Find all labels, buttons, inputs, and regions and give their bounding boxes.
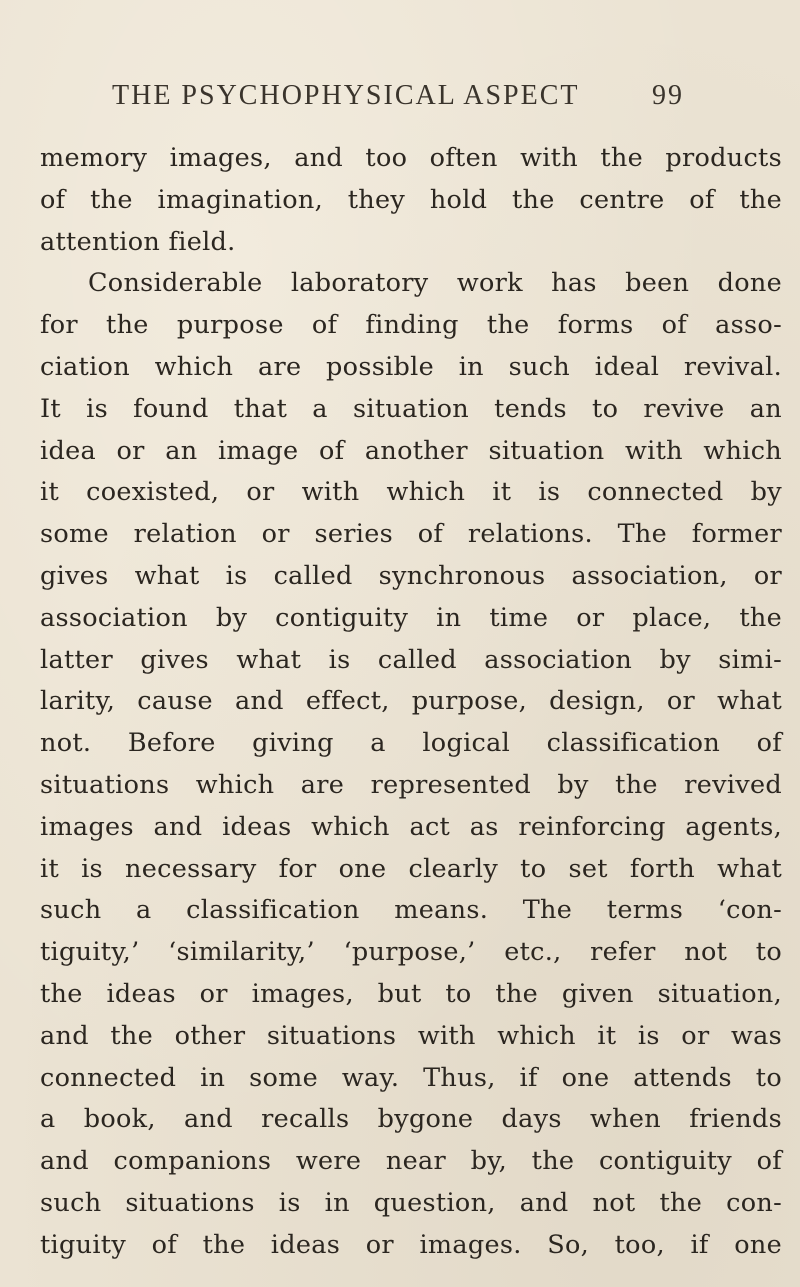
text-line: not. Before giving a logical classification of — [40, 728, 782, 759]
text-line: for the purpose of finding the forms of asso- — [40, 310, 782, 341]
text-line: ciation which are possible in such ideal revival. — [40, 351, 782, 382]
text-line: tiguity,’ ‘similarity,’ ‘purpose,’ etc., refer not to — [40, 937, 782, 968]
text-line: Considerable laboratory work has been done — [88, 268, 782, 299]
text-line: of the imagination, they hold the centre of the — [40, 184, 782, 215]
text-line: connected in some way. Thus, if one attends to — [40, 1062, 782, 1093]
text-line: the ideas or images, but to the given situation, — [40, 978, 782, 1009]
text-line: larity, cause and effect, purpose, design, or what — [40, 686, 782, 717]
body-text — [40, 138, 782, 1267]
page-number: 99 — [652, 80, 684, 111]
text-line: association by contiguity in time or place, the — [40, 602, 782, 633]
text-line: a book, and recalls bygone days when friends — [40, 1104, 782, 1135]
text-line: attention field. — [40, 226, 236, 257]
text-line: it is necessary for one clearly to set forth what — [40, 853, 782, 884]
text-line: some relation or series of relations. The former — [40, 519, 782, 550]
text-line: such a classification means. The terms ‘con- — [40, 895, 782, 926]
text-line: gives what is called synchronous association, or — [40, 560, 782, 591]
text-line: memory images, and too often with the products — [40, 143, 782, 173]
running-title: THE PSYCHOPHYSICAL ASPECT — [112, 80, 580, 111]
running-head — [112, 80, 684, 120]
text-line: and companions were near by, the contiguity of — [40, 1146, 782, 1177]
text-line: it coexisted, or with which it is connected by — [40, 477, 782, 508]
text-line: situations which are represented by the revived — [40, 769, 782, 800]
text-line: images and ideas which act as reinforcing agents, — [40, 811, 782, 842]
text-line: It is found that a situation tends to revive an — [40, 393, 782, 424]
text-line: such situations is in question, and not the con- — [40, 1187, 782, 1218]
text-line: idea or an image of another situation with which — [40, 435, 782, 466]
text-line: and the other situations with which it is or was — [40, 1020, 782, 1051]
text-line: tiguity of the ideas or images. So, too, if one — [40, 1229, 782, 1260]
text-line: latter gives what is called association by simi- — [40, 644, 782, 675]
